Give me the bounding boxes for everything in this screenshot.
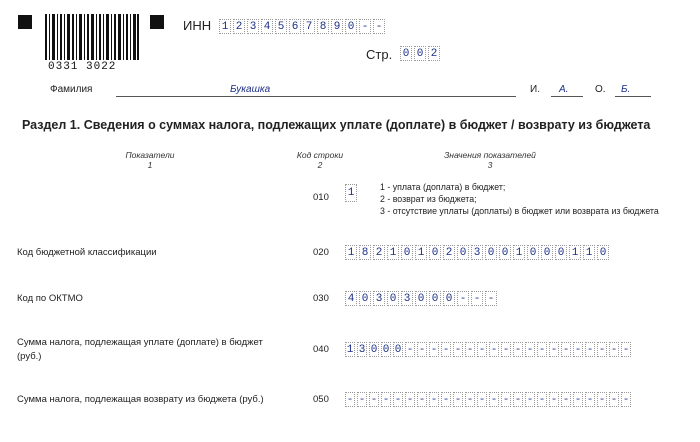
digit-cell: 1 — [415, 245, 427, 260]
digit-cell: - — [406, 343, 414, 356]
digit-cell: 0 — [499, 245, 511, 260]
digit-cell: - — [502, 393, 510, 406]
digit-cell: 3 — [358, 343, 366, 356]
digit-cell: - — [586, 393, 594, 406]
digit-cell: - — [514, 343, 522, 356]
digit-cell: 0 — [387, 291, 399, 306]
digit-cell: - — [610, 343, 618, 356]
digit-cell: 5 — [275, 19, 287, 34]
digit-cell: - — [466, 343, 474, 356]
row-040-label-line1: Сумма налога, подлежащая уплате (доплате) в бюджет — [17, 337, 263, 348]
digit-cell: 1 — [387, 245, 399, 260]
digit-cell: - — [485, 291, 497, 306]
inn-field[interactable] — [219, 19, 387, 34]
barcode — [45, 14, 139, 60]
page-number-field[interactable] — [400, 46, 442, 61]
digit-cell: 2 — [373, 245, 385, 260]
digit-cell: - — [418, 343, 426, 356]
digit-cell: - — [430, 393, 438, 406]
digit-cell: - — [457, 291, 469, 306]
col-header-line-code: Код строки — [296, 150, 344, 160]
digit-cell: 3 — [247, 19, 259, 34]
digit-cell: 0 — [401, 245, 413, 260]
digit-cell: 3 — [471, 245, 483, 260]
digit-cell: 0 — [429, 245, 441, 260]
digit-cell: - — [550, 343, 558, 356]
digit-cell: 0 — [394, 343, 402, 356]
row-030-code: 030 — [313, 293, 329, 304]
digit-cell: - — [622, 343, 630, 356]
patronymic-line — [615, 96, 651, 97]
digit-cell: - — [373, 19, 385, 34]
digit-cell: - — [346, 393, 354, 406]
digit-cell: - — [442, 393, 450, 406]
row-020-label: Код бюджетной классификации — [17, 247, 157, 258]
corner-marker-right — [150, 15, 164, 29]
row-040-code: 040 — [313, 344, 329, 355]
digit-cell: - — [442, 343, 450, 356]
digit-cell: - — [526, 343, 534, 356]
digit-cell: 0 — [382, 343, 390, 356]
digit-cell: - — [471, 291, 483, 306]
digit-cell: - — [526, 393, 534, 406]
digit-cell: - — [359, 19, 371, 34]
digit-cell: 1 — [219, 19, 231, 34]
row-010-code: 010 — [313, 192, 329, 203]
inn-label: ИНН — [183, 18, 212, 33]
digit-cell: 2 — [233, 19, 245, 34]
digit-cell: - — [574, 343, 582, 356]
digit-cell: 1 — [346, 343, 354, 356]
digit-cell: 0 — [527, 245, 539, 260]
digit-cell: 0 — [415, 291, 427, 306]
digit-cell: 4 — [345, 291, 357, 306]
digit-cell: - — [418, 393, 426, 406]
row-010-option-3: 3 - отсутствие уплаты (доплаты) в бюджет или возврата из бюджета — [380, 206, 659, 216]
tax-refund-field[interactable] — [345, 392, 633, 407]
digit-cell: 1 — [583, 245, 595, 260]
digit-cell: - — [562, 393, 570, 406]
digit-cell: 8 — [317, 19, 329, 34]
digit-cell: - — [358, 393, 366, 406]
digit-cell: 2 — [428, 46, 440, 61]
surname-value[interactable]: Букашка — [230, 84, 271, 95]
row-050-code: 050 — [313, 394, 329, 405]
digit-cell: - — [610, 393, 618, 406]
col-header-values-num: 3 — [487, 160, 493, 170]
name-line — [551, 96, 583, 97]
page-label: Стр. — [366, 47, 393, 62]
digit-cell: - — [406, 393, 414, 406]
surname-line — [116, 96, 516, 97]
digit-cell: 0 — [429, 291, 441, 306]
surname-label: Фамилия — [50, 84, 93, 95]
digit-cell: 6 — [289, 19, 301, 34]
digit-cell: - — [586, 343, 594, 356]
digit-cell: - — [490, 393, 498, 406]
digit-cell: 1 — [345, 245, 357, 260]
digit-cell: 9 — [331, 19, 343, 34]
digit-cell: - — [394, 393, 402, 406]
digit-cell: 1 — [513, 245, 525, 260]
digit-cell: - — [490, 343, 498, 356]
digit-cell: 3 — [373, 291, 385, 306]
patronymic-label: О. — [595, 84, 606, 95]
digit-cell: - — [454, 393, 462, 406]
col-header-indicators: Показатели — [125, 150, 175, 160]
digit-cell: 0 — [555, 245, 567, 260]
section-title: Раздел 1. Сведения о суммах налога, подлежащих уплате (доплате) в бюджет / возврату из бюджета — [22, 118, 651, 132]
name-value[interactable]: А. — [559, 84, 569, 95]
digit-cell: - — [562, 343, 570, 356]
digit-cell: 0 — [345, 19, 357, 34]
row-010-option-2: 2 - возврат из бюджета; — [380, 194, 477, 204]
digit-cell: - — [478, 343, 486, 356]
digit-cell: - — [370, 393, 378, 406]
digit-cell: - — [574, 393, 582, 406]
digit-cell: 2 — [443, 245, 455, 260]
digit-cell: - — [466, 393, 474, 406]
corner-marker-left — [18, 15, 32, 29]
digit-cell: - — [538, 393, 546, 406]
digit-cell: - — [598, 343, 606, 356]
digit-cell: - — [382, 393, 390, 406]
digit-cell: 8 — [359, 245, 371, 260]
digit-cell: 7 — [303, 19, 315, 34]
name-label: И. — [530, 84, 540, 95]
digit-cell: 0 — [414, 46, 426, 61]
digit-cell: 0 — [485, 245, 497, 260]
tax-payable-field[interactable] — [345, 342, 633, 357]
oktmo-field[interactable] — [345, 291, 499, 306]
patronymic-value[interactable]: Б. — [621, 84, 631, 95]
col-header-indicators-num: 1 — [147, 160, 153, 170]
digit-cell: 0 — [541, 245, 553, 260]
row-010-value-field[interactable] — [345, 184, 359, 202]
digit-cell: 0 — [457, 245, 469, 260]
barcode-number: 0331 3022 — [48, 61, 117, 73]
digit-cell: 0 — [443, 291, 455, 306]
digit-cell: 3 — [401, 291, 413, 306]
digit-cell: - — [454, 343, 462, 356]
row-040-label-line2: (руб.) — [17, 351, 42, 362]
digit-cell: 0 — [370, 343, 378, 356]
row-010-option-1: 1 - уплата (доплата) в бюджет; — [380, 182, 506, 192]
row-030-label: Код по ОКТМО — [17, 293, 83, 304]
col-header-values: Значения показателей — [444, 150, 536, 160]
row-020-code: 020 — [313, 247, 329, 258]
digit-cell: 1 — [569, 245, 581, 260]
kbk-field[interactable] — [345, 245, 611, 260]
digit-cell: - — [550, 393, 558, 406]
digit-cell: 4 — [261, 19, 273, 34]
digit-cell: - — [598, 393, 606, 406]
digit-cell: - — [514, 393, 522, 406]
digit-cell: - — [538, 343, 546, 356]
digit-cell: 0 — [359, 291, 371, 306]
digit-cell: - — [502, 343, 510, 356]
digit-cell: - — [478, 393, 486, 406]
row-050-label: Сумма налога, подлежащая возврату из бюджета (руб.) — [17, 394, 264, 405]
digit-cell: 0 — [400, 46, 412, 61]
col-header-line-code-num: 2 — [317, 160, 323, 170]
row-010-value: 1 — [345, 184, 357, 202]
digit-cell: 0 — [597, 245, 609, 260]
digit-cell: - — [430, 343, 438, 356]
digit-cell: - — [622, 393, 630, 406]
